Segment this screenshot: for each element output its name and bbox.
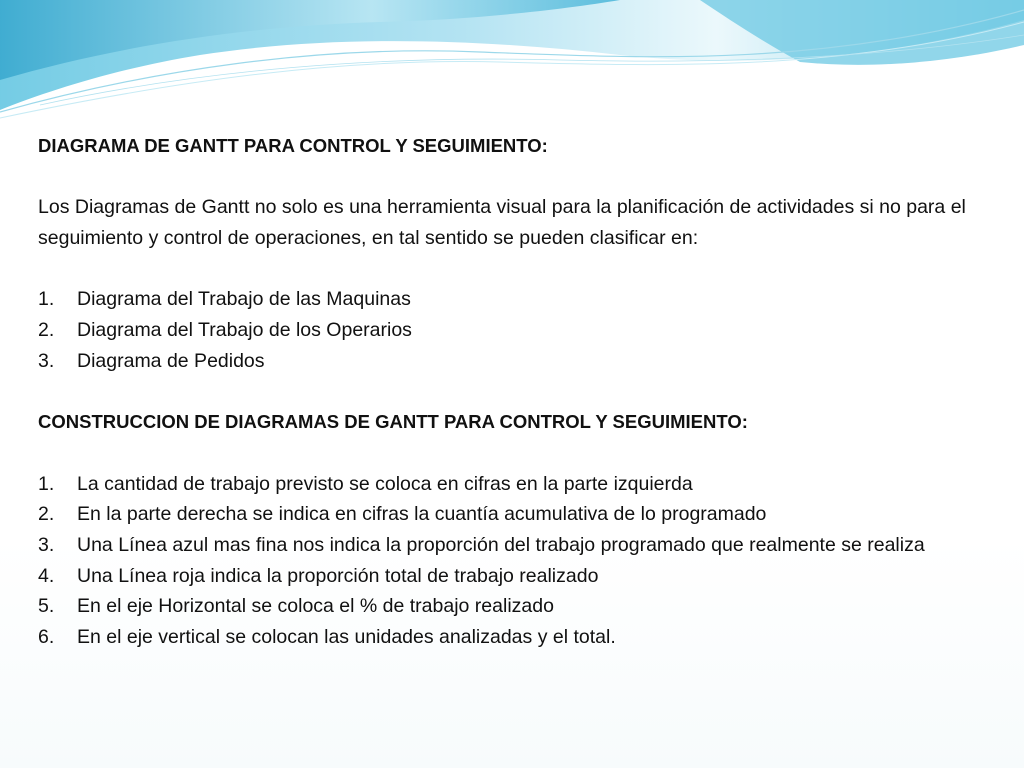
list-item-text: Diagrama del Trabajo de los Operarios: [77, 319, 412, 342]
list-item-text: Una Línea roja indica la proporción total de trabajo realizado: [77, 564, 599, 587]
spacer: [38, 377, 978, 408]
heading-gantt-control: DIAGRAMA DE GANTT PARA CONTROL Y SEGUIMIENTO:: [38, 135, 548, 156]
list-item-text: En la parte derecha se indica en cifras la cuantía acumulativa de lo programado: [77, 503, 767, 526]
slide-content: [38, 131, 978, 653]
list-item: [38, 284, 978, 315]
spacer: [38, 162, 978, 193]
list-item: [38, 530, 978, 561]
list-item: [38, 591, 978, 622]
list-item: [38, 561, 978, 592]
list-item: [38, 346, 978, 377]
diagram-types-list: [38, 284, 978, 376]
list-number: 2.: [38, 319, 55, 342]
list-number: 4.: [38, 564, 55, 587]
list-item-text: En el eje vertical se colocan las unidades analizadas y el total.: [77, 626, 616, 649]
spacer: [38, 254, 978, 285]
list-number: 5.: [38, 595, 55, 618]
list-item-text: Una Línea azul mas fina nos indica la proporción del trabajo programado que realmente se realiza: [77, 534, 925, 557]
list-number: 1.: [38, 288, 55, 311]
list-number: 1.: [38, 472, 55, 495]
list-number: 3.: [38, 349, 55, 372]
heading-construction: CONSTRUCCION DE DIAGRAMAS DE GANTT PARA CONTROL Y SEGUIMIENTO:: [38, 411, 748, 433]
list-item: [38, 469, 978, 500]
spacer: [38, 438, 978, 469]
construction-steps-list: [38, 469, 978, 653]
list-item-text: Diagrama del Trabajo de las Maquinas: [77, 288, 411, 311]
list-item: [38, 622, 978, 653]
list-item-text: En el eje Horizontal se coloca el % de trabajo realizado: [77, 595, 554, 618]
list-number: 6.: [38, 626, 55, 649]
list-item: [38, 499, 978, 530]
intro-paragraph: Los Diagramas de Gantt no solo es una herramienta visual para la planificación de actividades si no para el seguimiento y control de operaciones, en tal sentido se pueden clasificar en:: [38, 196, 966, 250]
list-item: [38, 315, 978, 346]
list-item-text: La cantidad de trabajo previsto se coloca en cifras en la parte izquierda: [77, 472, 693, 495]
list-number: 3.: [38, 534, 55, 557]
list-item-text: Diagrama de Pedidos: [77, 349, 265, 372]
header-wave-decoration: [0, 0, 1024, 130]
list-number: 2.: [38, 503, 55, 526]
